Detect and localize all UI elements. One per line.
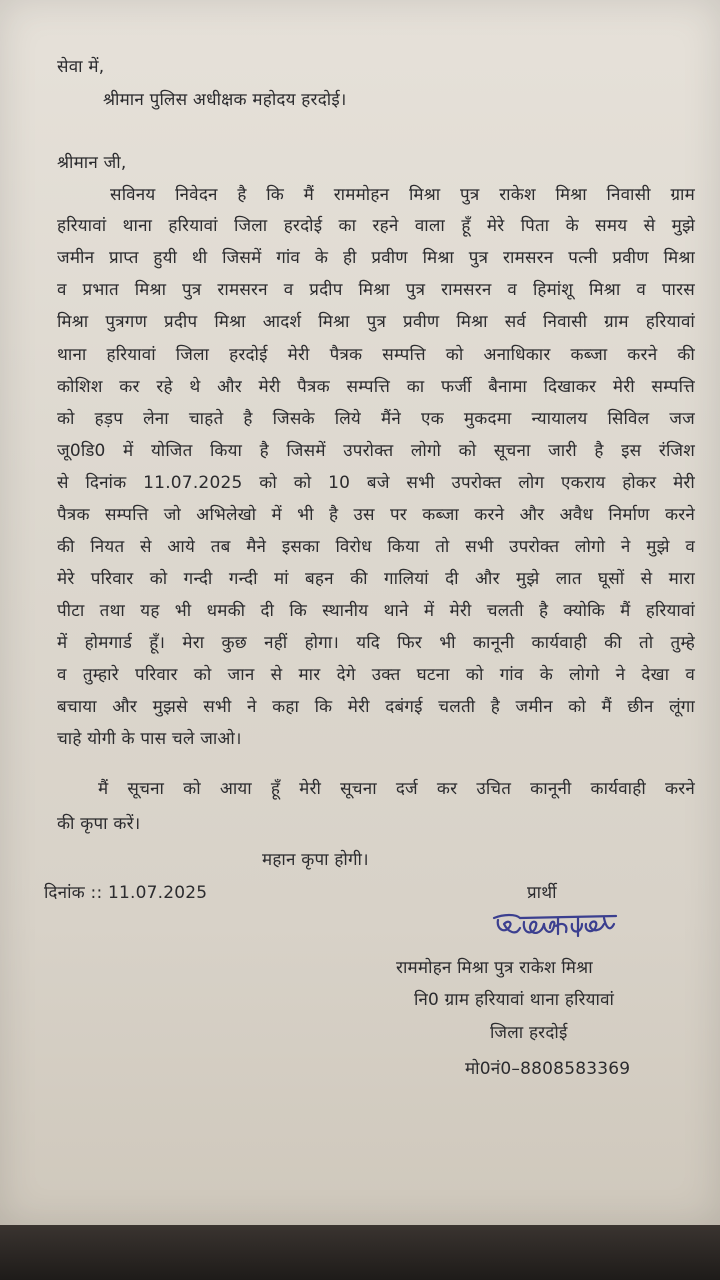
salutation-to: सेवा में, — [57, 57, 105, 77]
date-line: दिनांक :: 11.07.2025 — [44, 883, 208, 903]
body-line: बचाया और मुझसे सभी ने कहा कि मेरी दबंगई चलती है जमीन को मैं छीन लूंगा — [57, 697, 695, 717]
sender-address: नि0 ग्राम हरियावां थाना हरियावां — [414, 990, 615, 1010]
body-line: से दिनांक 11.07.2025 को को 10 बजे सभी उपरोक्त लोग एकराय होकर मेरी — [57, 473, 695, 493]
request-line: की कृपा करें। — [57, 814, 141, 834]
signature — [490, 902, 620, 950]
background-surface — [0, 1225, 720, 1280]
body-line: व प्रभात मिश्रा पुत्र रामसरन व प्रदीप मिश्रा पुत्र रामसरन व हिमांशू मिश्रा व पारस — [57, 280, 695, 300]
body-line: हरियावां थाना हरियावां जिला हरदोई का रहने वाला हूँ मेरे पिता के समय से मुझे — [57, 216, 695, 236]
body-line: पीटा तथा यह भी धमकी दी कि स्थानीय थाने में मेरी चलती है क्योकि मैं हरियावां — [57, 601, 695, 621]
body-line: सविनय निवेदन है कि मैं राममोहन मिश्रा पुत्र राकेश मिश्रा निवासी ग्राम — [110, 185, 695, 205]
sender-district: जिला हरदोई — [490, 1023, 568, 1043]
body-line: को हड़प लेना चाहते है जिसके लिये मैंने एक मुकदमा न्यायालय सिविल जज — [57, 409, 695, 429]
body-line: की नियत से आये तब मैने इसका विरोध किया तो सभी उपरोक्त लोगो ने मुझे व — [57, 537, 695, 557]
request-line: मैं सूचना को आया हूँ मेरी सूचना दर्ज कर उचित कानूनी कार्यवाही करने — [98, 779, 695, 799]
body-line: में होमगार्ड हूँ। मेरा कुछ नहीं होगा। यदि फिर भी कानूनी कार्यवाही की तो तुम्हे — [57, 633, 695, 653]
body-line: चाहे योगी के पास चले जाओ। — [57, 729, 242, 749]
body-line: थाना हरियावां जिला हरदोई मेरी पैत्रक सम्पत्ति को अनाधिकार कब्जा करने की — [57, 345, 695, 365]
body-line: पैत्रक सम्पत्ति जो अभिलेखो में भी है उस पर कब्जा करने और अवैध निर्माण करने — [57, 505, 695, 525]
body-line: कोशिश कर रहे थे और मेरी पैत्रक सम्पत्ति का फर्जी बैनामा दिखाकर मेरी सम्पत्ति — [57, 377, 695, 397]
body-line: मेरे परिवार को गन्दी गन्दी मां बहन की गालियां दी और मुझे लात घूसों से मारा — [57, 569, 695, 589]
body-line: जमीन प्राप्त हुयी थी जिसमें गांव के ही प्रवीण मिश्रा पुत्र रामसरन पत्नी प्रवीण मिश्रा — [57, 248, 695, 268]
body-line: मिश्रा पुत्रगण प्रदीप मिश्रा आदर्श मिश्रा पुत्र प्रवीण मिश्रा सर्व निवासी ग्राम हरियावां — [57, 312, 695, 332]
addressee: श्रीमान पुलिस अधीक्षक महोदय हरदोई। — [103, 90, 347, 110]
sender-phone: मो0नं0–8808583369 — [465, 1059, 631, 1079]
body-line: जू0डि0 में योजित किया है जिसमें उपरोक्त लोगो को सूचना जारी है इस रंजिश — [57, 441, 695, 461]
greeting: श्रीमान जी, — [57, 153, 127, 173]
sender-name: राममोहन मिश्रा पुत्र राकेश मिश्रा — [396, 958, 593, 978]
closing-line: महान कृपा होगी। — [262, 850, 369, 870]
applicant-label: प्रार्थी — [527, 883, 557, 903]
body-line: व तुम्हारे परिवार को जान से मार देगे उक्त घटना को गांव के लोगो ने देखा व — [57, 665, 695, 685]
